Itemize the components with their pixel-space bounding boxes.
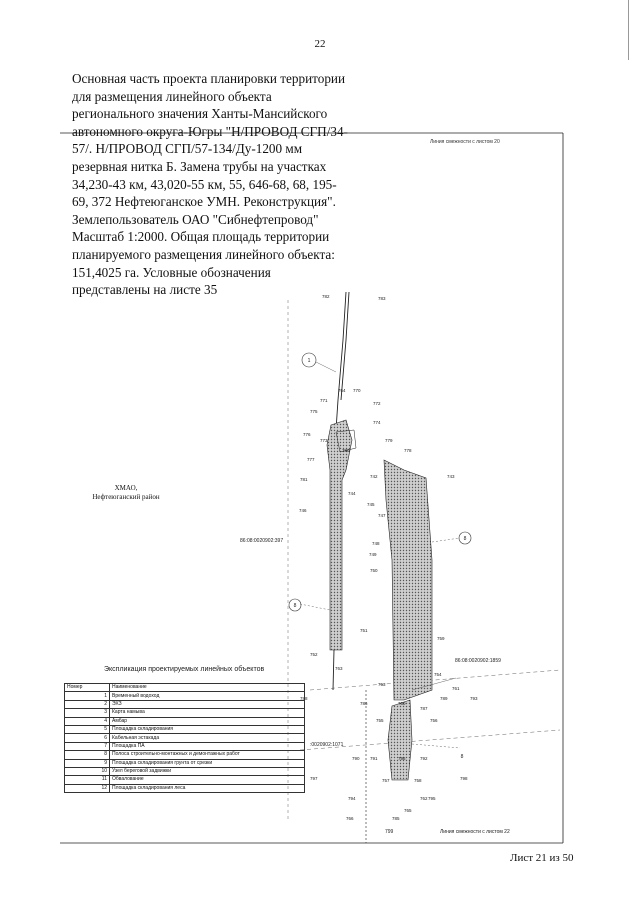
point-label: 799 [385,829,394,835]
polygon-work-strip-left [327,420,352,650]
legend-name: Полоса строительно-монтажных и демонтажных работ [110,751,305,759]
header-line: Масштаб 1:2000. Общая площадь территории [72,229,330,245]
point-label: 760 [398,701,406,706]
point-label: 781 [300,477,308,482]
table-row [65,742,305,750]
point-label: 749 [369,552,377,557]
polygon-work-strip-lower [388,700,412,780]
legend-num: 1 [65,692,110,700]
svg-text:8: 8 [293,603,297,609]
point-label: 742 [370,474,378,479]
point-label: 743 [447,474,455,479]
point-label: 788 [300,696,308,701]
legend-name: Обвалование [110,776,305,784]
sheet-number: Лист 21 из 50 [510,852,574,864]
legend-num: 6 [65,734,110,742]
point-label: 748 [372,541,380,546]
point-label: 761 [452,686,460,691]
table-row [65,776,305,784]
table-row [65,717,305,725]
point-label: 793 [470,696,478,701]
header-line: регионального значения Ханты-Мансийского [72,106,328,122]
callout-marker [459,532,471,544]
header-line: планируемого размещения линейного объекта: [72,246,335,262]
legend-name: Кабельная эстакада [110,734,305,742]
point-label: 786 [360,701,368,706]
point-label: 754 [434,672,442,677]
point-label: 763 [335,666,343,671]
point-label: 796 [398,756,406,761]
adjacency-label-bottom: Линия смежности с листом 22 [440,829,510,835]
header-line: 57/. Н/ПРОВОД СГП/57-134/Ду-1200 мм [72,141,303,157]
point-label: 776 [303,432,311,437]
point-label: 774 [373,420,381,425]
polygon-work-strip-right [384,460,432,700]
point-label: 780 [342,448,350,453]
district-name: Нефтеюганский район [92,493,160,501]
point-label: 772 [373,401,381,406]
point-label: 757 [382,778,390,783]
callout-marker [289,599,301,611]
point-label: 792 [420,756,428,761]
legend-name: Площадка складирования [110,725,305,733]
parcel-label: :0020902:1071 [310,742,344,748]
point-label: 778 [404,448,412,453]
legend-num: 3 [65,709,110,717]
callout-marker [302,353,316,367]
point-label: 771 [320,398,328,403]
point-label: 755 [376,718,384,723]
legend-num: 11 [65,776,110,784]
legend-num: 9 [65,759,110,767]
legend-name: Площадка ПА [110,742,305,750]
legend-col-number: Номер [65,684,110,692]
point-label: 798 [460,776,468,781]
page-number: 22 [314,38,326,50]
legend-name: Временный водоход [110,692,305,700]
parcel-label: 86:08:0020902:1859 [455,658,501,664]
header-line: Землепользователь ОАО "Сибнефтепровод" [72,211,319,227]
point-label: 765 [404,808,412,813]
point-label: 766 [346,816,354,821]
header-line: автономного округа-Югры "Н/ПРОВОД СГП/34- [72,123,348,139]
header-line: 34,230-43 км, 43,020-55 км, 55, 646-68, 68, 195- [72,176,337,192]
table-row [65,692,305,700]
header-line: 69, 372 Нефтеюганское УМН. Реконструкция". [72,194,336,210]
table-row [65,759,305,767]
table-row [65,709,305,717]
legend-name: ЭХЗ [110,700,305,708]
callout-marker [461,754,464,760]
point-label: 751 [360,628,368,633]
svg-text:8: 8 [460,754,464,760]
header-line: представлены на листе 35 [72,282,218,298]
point-label: 791 [370,756,378,761]
region-name: ХМАО, [114,484,138,492]
point-label: 794 [348,796,356,801]
point-label: 790 [352,756,360,761]
legend-col-name: Наименование [110,684,305,692]
point-label: 764 [338,388,346,393]
parcel-label: 86:08:0020902:397 [240,538,284,544]
point-label: 773 [320,438,328,443]
point-label: 750 [370,568,378,573]
table-row [65,751,305,759]
point-label: 779 [385,438,393,443]
legend-name: Узел береговой задвижки [110,767,305,775]
legend-name: Амбар [110,717,305,725]
point-label: 746 [299,508,307,513]
point-label: 745 [367,502,375,507]
point-label: 756 [430,718,438,723]
svg-text:1: 1 [307,358,311,364]
point-label: 762 [420,796,428,801]
legend-name: Площадка складирования леса [110,784,305,792]
legend-num: 4 [65,717,110,725]
header-line: Основная часть проекта планировки территории [72,71,346,86]
header-line: для размещения линейного объекта [72,88,272,104]
svg-text:8: 8 [463,536,467,542]
point-label: 770 [353,388,361,393]
scan-artifact [628,0,629,60]
point-label: 753 [378,682,386,687]
table-row [65,784,305,792]
point-label: 744 [348,491,356,496]
legend-title: Экспликация проектируемых линейных объектов [104,666,265,673]
legend-num: 2 [65,700,110,708]
legend-num: 8 [65,751,110,759]
point-label: 795 [428,796,436,801]
point-label: 758 [414,778,422,783]
point-label: 747 [378,513,386,518]
region-label [86,484,166,502]
table-row [65,734,305,742]
legend-num: 5 [65,725,110,733]
header-line: 151,4025 га. Условные обозначения [72,264,271,280]
point-label: 787 [420,706,428,711]
adjacency-label-top: Линия смежности с листом 20 [430,139,500,145]
legend-num: 7 [65,742,110,750]
point-label: 775 [310,409,318,414]
point-label: 759 [437,636,445,641]
table-row [65,767,305,775]
legend-num: 12 [65,784,110,792]
point-label: 782 [322,294,330,299]
table-row [65,725,305,733]
legend-header-row [65,684,305,692]
legend-num: 10 [65,767,110,775]
legend-name: Площадка складирования грунта от срезки [110,759,305,767]
point-label: 785 [392,816,400,821]
table-row [65,700,305,708]
header-line: резервная нитка Б. Замена трубы на участках [72,158,327,174]
point-label: 752 [310,652,318,657]
point-label: 777 [307,457,315,462]
legend-table [64,683,305,793]
point-label: 797 [310,776,318,781]
point-label: 783 [378,296,386,301]
legend-name: Карта намыва [110,709,305,717]
point-label: 789 [440,696,448,701]
